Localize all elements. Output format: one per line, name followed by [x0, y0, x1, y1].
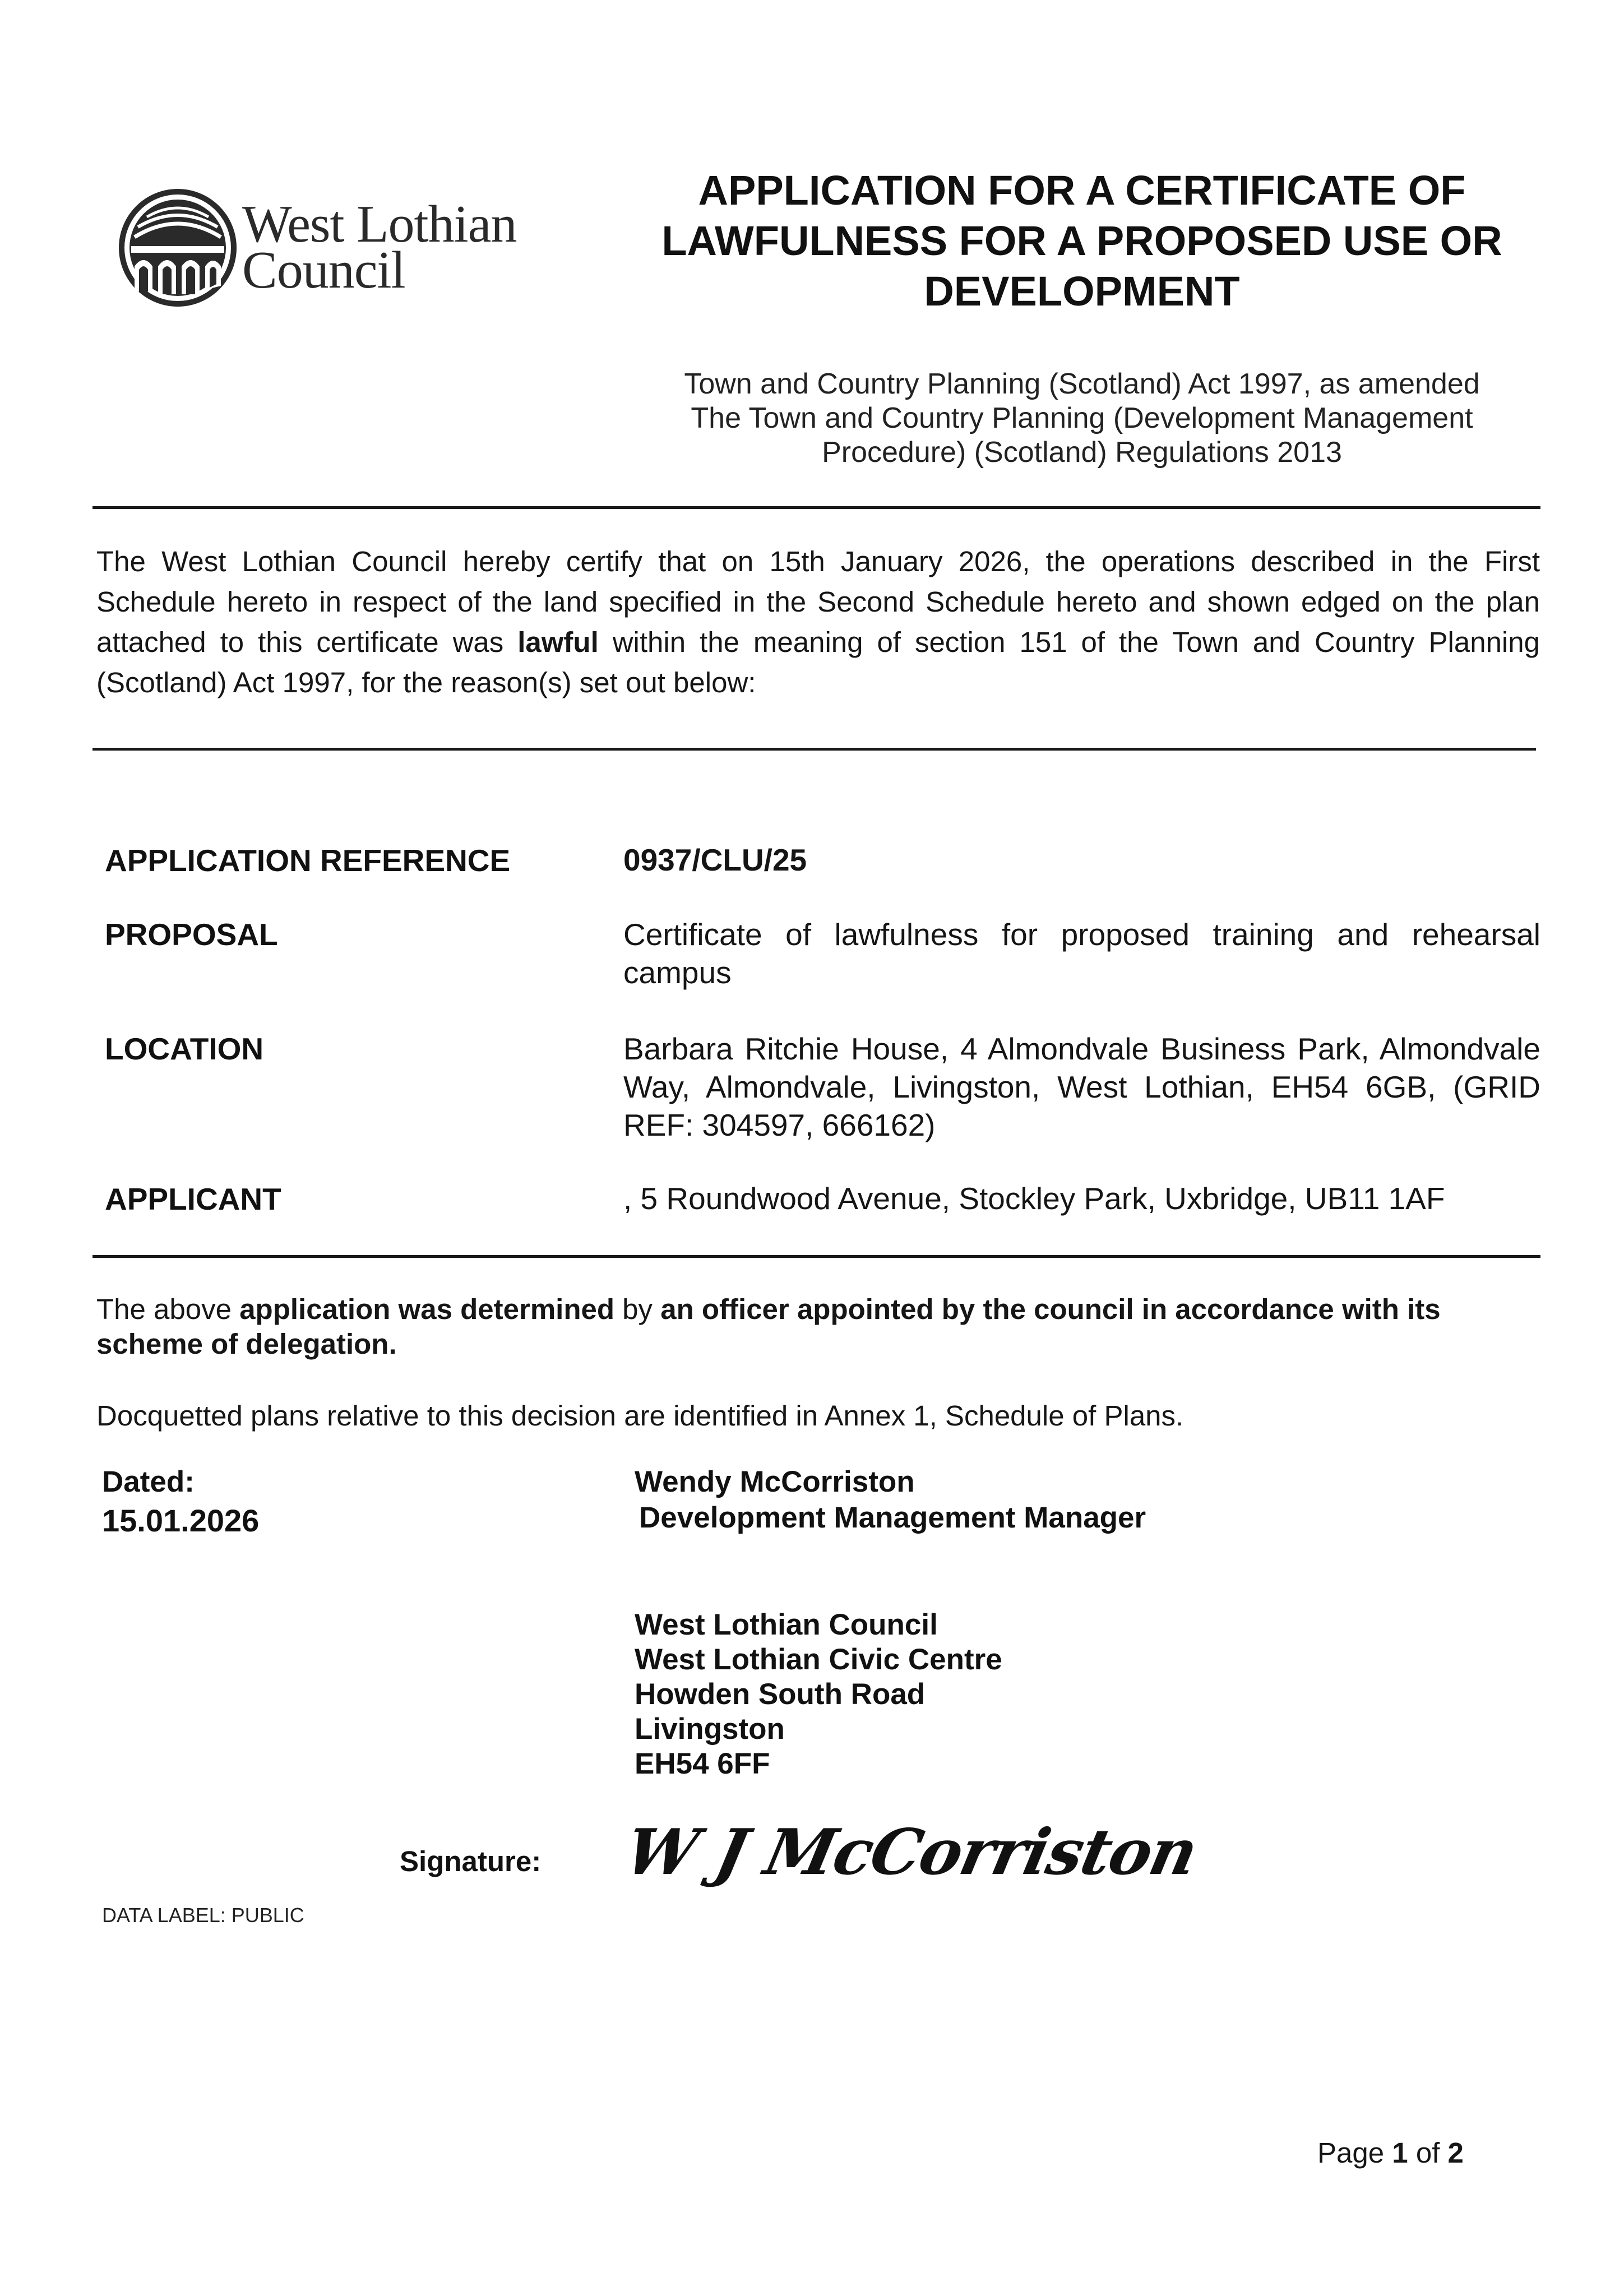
location-value: Barbara Ritchie House, 4 Almondvale Business Park, Almondvale Way, Almondvale, Livingston, West Lothian, EH54 6GB, (GRID REF: 304597, 666162) — [623, 1031, 1540, 1142]
proposal-value: Certificate of lawfulness for proposed training and rehearsal campus — [623, 917, 1540, 990]
divider-bottom — [92, 1255, 1540, 1258]
act-line3: Procedure) (Scotland) Regulations 2013 — [822, 436, 1342, 469]
page-number — [1317, 2136, 1464, 2170]
address-line5: EH54 6FF — [635, 1747, 770, 1780]
certify-text-start: The West Lothian Council hereby certify that on 15th January 2026, the operations described in the First Schedule hereto in respect of the land specified in the Second Schedule hereto and shown edged on the plan attached to this certificate was — [96, 545, 1540, 658]
act-line2: The Town and Country Planning (Development Management — [691, 402, 1473, 434]
page-prefix: Page — [1317, 2137, 1392, 2169]
viaduct-emblem-icon — [118, 188, 238, 308]
data-classification-label: DATA LABEL: PUBLIC — [102, 1904, 304, 1927]
council-address — [635, 1608, 1002, 1781]
council-logo — [118, 188, 566, 317]
page-of: of — [1408, 2137, 1448, 2169]
applicant-label: APPLICANT — [105, 1182, 281, 1216]
application-reference-value: 0937/CLU/25 — [623, 843, 807, 877]
act-line1: Town and Country Planning (Scotland) Act 1997, as amended — [684, 368, 1480, 400]
determination-statement — [96, 1292, 1543, 1362]
address-line3: Howden South Road — [635, 1678, 926, 1711]
dated-label: Dated: — [102, 1465, 195, 1498]
application-reference-label: APPLICATION REFERENCE — [105, 843, 511, 878]
signature-label: Signature: — [400, 1845, 542, 1877]
address-line2: West Lothian Civic Centre — [635, 1643, 1002, 1676]
determination-text-1: The above — [96, 1293, 240, 1325]
address-line1: West Lothian Council — [635, 1608, 938, 1641]
determination-text-2: application was determined — [239, 1293, 615, 1325]
page-total: 2 — [1447, 2137, 1464, 2169]
logo-text-line1: West Lothian — [242, 195, 517, 253]
document-title — [628, 165, 1536, 317]
docquetted-plans-note: Docquetted plans relative to this decision are identified in Annex 1, Schedule of Plans. — [96, 1400, 1184, 1432]
handwritten-signature: W J McCorriston — [619, 1816, 1204, 1889]
determination-text-4: an officer appointed by the council in accordance with its scheme of delegation. — [96, 1293, 1441, 1360]
applicant-value: , 5 Roundwood Avenue, Stockley Park, Uxbridge, UB11 1AF — [623, 1181, 1445, 1216]
legislation-reference — [628, 367, 1536, 470]
location-label: LOCATION — [105, 1031, 264, 1066]
determination-text-3: by — [614, 1293, 661, 1325]
officer-name: Wendy McCorriston — [635, 1465, 915, 1498]
dated-value: 15.01.2026 — [102, 1503, 260, 1538]
title-line1: APPLICATION FOR A CERTIFICATE OF — [698, 167, 1466, 214]
divider-top — [92, 506, 1540, 509]
certify-text-end: within the meaning of section 151 of the Town and Country Planning (Scotland) Act 1997, for the reason(s) set out below: — [96, 626, 1540, 698]
officer-title: Development Management Manager — [639, 1501, 1146, 1534]
logo-text-line2: Council — [242, 241, 405, 299]
title-line3: DEVELOPMENT — [924, 268, 1240, 314]
certify-lawful-word: lawful — [517, 626, 599, 658]
page-current: 1 — [1392, 2137, 1408, 2169]
divider-middle — [92, 748, 1536, 751]
title-line2: LAWFULNESS FOR A PROPOSED USE OR — [661, 217, 1502, 264]
address-line4: Livingston — [635, 1712, 785, 1746]
certification-paragraph — [96, 541, 1540, 703]
proposal-label: PROPOSAL — [105, 917, 278, 952]
